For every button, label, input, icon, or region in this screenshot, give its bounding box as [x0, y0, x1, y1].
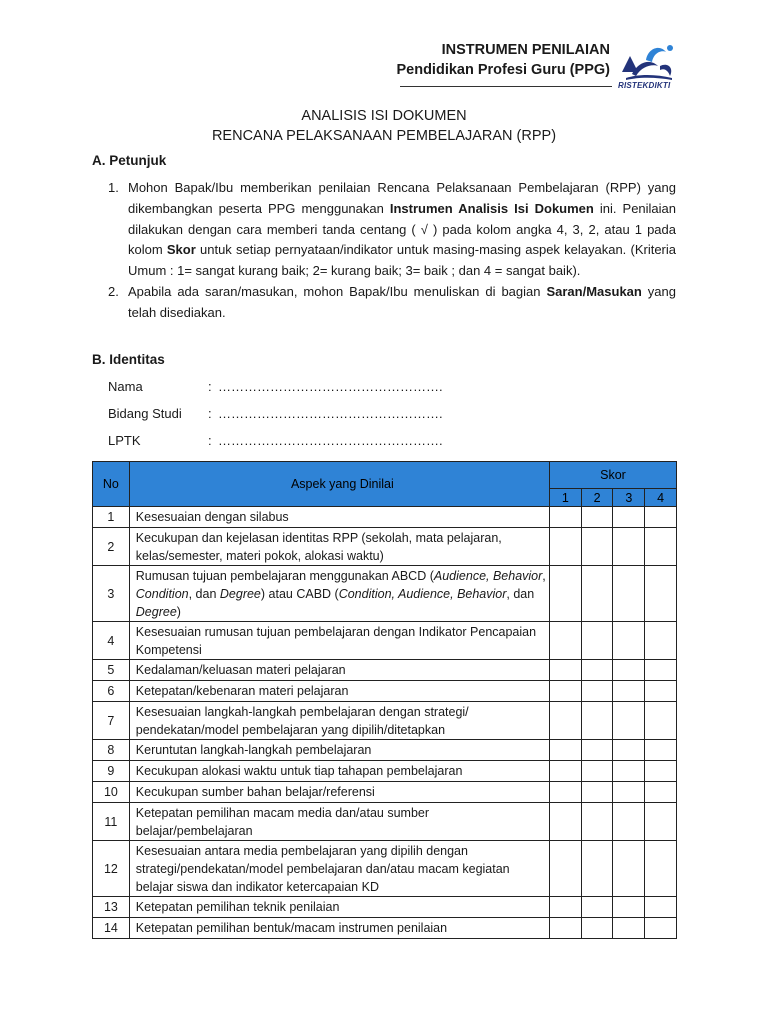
- score-cell-3[interactable]: [613, 918, 645, 939]
- score-cell-1[interactable]: [549, 897, 581, 918]
- identity-row-name: [108, 379, 443, 394]
- lptk-field[interactable]: …………………………………………….: [218, 433, 443, 448]
- table-row: [93, 681, 677, 702]
- aspect-text: Kedalaman/keluasan materi pelajaran: [129, 660, 549, 681]
- text-run: Apabila ada saran/masukan, mohon Bapak/Ibu menuliskan di bagian: [128, 283, 547, 299]
- score-cell-1[interactable]: [549, 622, 581, 660]
- subject-field[interactable]: …………………………………………….: [218, 406, 443, 421]
- score-header-2: 2: [581, 489, 613, 507]
- score-cell-3[interactable]: [613, 681, 645, 702]
- row-number: 12: [93, 841, 130, 897]
- header-divider: [400, 86, 612, 87]
- score-cell-3[interactable]: [613, 622, 645, 660]
- document-subtitle: RENCANA PELAKSANAAN PEMBELAJARAN (RPP): [211, 128, 557, 144]
- list-number: 1.: [108, 180, 119, 195]
- score-cell-1[interactable]: [549, 507, 581, 528]
- text-bold: Instrumen Analisis Isi Dokumen: [389, 200, 594, 216]
- text-run: yang telah disediakan.: [128, 283, 676, 320]
- text-italic: Degree: [219, 586, 261, 601]
- score-cell-4[interactable]: [645, 660, 677, 681]
- score-cell-4[interactable]: [645, 566, 677, 622]
- score-cell-1[interactable]: [549, 761, 581, 782]
- row-number: 9: [93, 761, 130, 782]
- text-bold: Skor: [166, 242, 196, 258]
- score-cell-3[interactable]: [613, 841, 645, 897]
- logo-text: RISTEKDIKTI: [618, 81, 671, 90]
- score-cell-2[interactable]: [581, 918, 613, 939]
- aspect-text: Ketepatan pemilihan teknik penilaian: [129, 897, 549, 918]
- text-run: untuk setiap pernyataan/indikator untuk masing-masing aspek kelayakan. (Kriteria Umum : 1= sangat kurang baik; 2= kurang baik; 3= baik ; dan 4 = sangat baik).: [128, 242, 676, 279]
- score-cell-4[interactable]: [645, 897, 677, 918]
- aspect-text: Kecukupan dan kejelasan identitas RPP (sekolah, mata pelajaran, kelas/semester, materi pokok, alokasi waktu): [129, 528, 549, 566]
- score-cell-4[interactable]: [645, 782, 677, 803]
- table-row: [93, 740, 677, 761]
- score-cell-3[interactable]: [613, 803, 645, 841]
- table-row: [93, 528, 677, 566]
- text-italic: Audience, Behavior: [433, 568, 543, 583]
- table-row: [93, 622, 677, 660]
- aspect-text: Kecukupan alokasi waktu untuk tiap tahapan pembelajaran: [129, 761, 549, 782]
- aspect-text: Ketepatan pemilihan bentuk/macam instrumen penilaian: [129, 918, 549, 939]
- score-cell-2[interactable]: [581, 528, 613, 566]
- row-number: 7: [93, 702, 130, 740]
- instruction-text: [128, 178, 676, 282]
- field-label: Bidang Studi: [108, 406, 182, 421]
- score-cell-2[interactable]: [581, 897, 613, 918]
- score-header-1: 1: [549, 489, 581, 507]
- row-number: 6: [93, 681, 130, 702]
- text-italic: Degree: [135, 604, 177, 619]
- aspect-text: Ketepatan pemilihan macam media dan/atau sumber belajar/pembelajaran: [129, 803, 549, 841]
- score-cell-4[interactable]: [645, 803, 677, 841]
- score-cell-2[interactable]: [581, 702, 613, 740]
- table-row: [93, 897, 677, 918]
- aspect-text: Kesesuaian langkah-langkah pembelajaran dengan strategi/ pendekatan/model pembelajaran yang dipilih/ditetapkan: [129, 702, 549, 740]
- header-subtitle: Pendidikan Profesi Guru (PPG): [396, 62, 610, 78]
- score-cell-1[interactable]: [549, 702, 581, 740]
- score-cell-4[interactable]: [645, 841, 677, 897]
- score-cell-1[interactable]: [549, 566, 581, 622]
- column-header-aspect: Aspek yang Dinilai: [129, 462, 549, 507]
- score-cell-4[interactable]: [645, 761, 677, 782]
- row-number: 11: [93, 803, 130, 841]
- score-cell-2[interactable]: [581, 660, 613, 681]
- score-cell-2[interactable]: [581, 681, 613, 702]
- document-header: [380, 40, 610, 80]
- row-number: 5: [93, 660, 130, 681]
- score-cell-2[interactable]: [581, 782, 613, 803]
- instruction-text: [128, 282, 676, 324]
- aspect-text: Kesesuaian dengan silabus: [129, 507, 549, 528]
- field-label: Nama: [108, 379, 143, 394]
- field-separator: :: [208, 406, 212, 421]
- score-cell-1[interactable]: [549, 681, 581, 702]
- score-cell-4[interactable]: [645, 681, 677, 702]
- score-cell-1[interactable]: [549, 803, 581, 841]
- score-cell-2[interactable]: [581, 761, 613, 782]
- row-number: 8: [93, 740, 130, 761]
- score-cell-4[interactable]: [645, 507, 677, 528]
- text-run: ) atau CABD (: [260, 586, 339, 601]
- score-cell-3[interactable]: [613, 528, 645, 566]
- aspect-text: Ketepatan/kebenaran materi pelajaran: [129, 681, 549, 702]
- section-b-heading: B. Identitas: [92, 352, 165, 367]
- score-cell-4[interactable]: [645, 622, 677, 660]
- score-cell-4[interactable]: [645, 918, 677, 939]
- table-row: [93, 660, 677, 681]
- text-italic: Condition, Audience, Behavior: [338, 586, 507, 601]
- score-cell-3[interactable]: [613, 782, 645, 803]
- table-row: [93, 803, 677, 841]
- table-row: [93, 841, 677, 897]
- table-header-row: [93, 462, 677, 489]
- score-cell-2[interactable]: [581, 841, 613, 897]
- text-run: , dan: [188, 586, 220, 601]
- text-run: ini. Penilaian dilakukan dengan cara memberi tanda centang ( √ ) pada kolom angka 4, 3, 2, atau 1 pada kolom: [128, 200, 677, 258]
- score-cell-3[interactable]: [613, 566, 645, 622]
- score-cell-1[interactable]: [549, 740, 581, 761]
- row-number: 1: [93, 507, 130, 528]
- identity-row-subject: [108, 406, 443, 421]
- score-cell-1[interactable]: [549, 918, 581, 939]
- aspect-text: Kesesuaian antara media pembelajaran yang dipilih dengan strategi/pendekatan/model pembelajaran dan/atau macam kegiatan belajar siswa dan indikator ketercapaian KD: [129, 841, 549, 897]
- score-cell-3[interactable]: [613, 702, 645, 740]
- score-cell-1[interactable]: [549, 528, 581, 566]
- score-cell-3[interactable]: [613, 507, 645, 528]
- header-title: INSTRUMEN PENILAIAN: [441, 42, 610, 58]
- score-cell-1[interactable]: [549, 660, 581, 681]
- aspect-text: Kecukupan sumber bahan belajar/referensi: [129, 782, 549, 803]
- list-item: [108, 178, 676, 282]
- score-cell-3[interactable]: [613, 660, 645, 681]
- table-row: [93, 782, 677, 803]
- row-number: 3: [93, 566, 130, 622]
- score-cell-2[interactable]: [581, 803, 613, 841]
- text-run: Mohon Bapak/Ibu memberikan penilaian Rencana Pelaksanaan Pembelajaran (RPP) yang dikembangkan peserta PPG menggunakan: [128, 180, 676, 216]
- field-separator: :: [208, 379, 212, 394]
- table-row: [93, 566, 677, 622]
- score-cell-4[interactable]: [645, 702, 677, 740]
- instructions-list: [108, 178, 676, 324]
- score-cell-3[interactable]: [613, 761, 645, 782]
- name-field[interactable]: …………………………………………….: [218, 379, 443, 394]
- score-cell-3[interactable]: [613, 897, 645, 918]
- section-a-heading: A. Petunjuk: [92, 153, 167, 168]
- aspect-text: Keruntutan langkah-langkah pembelajaran: [129, 740, 549, 761]
- score-header-4: 4: [645, 489, 677, 507]
- text-italic: Condition: [135, 586, 189, 601]
- aspect-text: [129, 566, 549, 622]
- table-row: [93, 507, 677, 528]
- text-run: , dan: [506, 586, 535, 601]
- column-header-score: Skor: [549, 462, 676, 489]
- row-number: 4: [93, 622, 130, 660]
- text-bold: Saran/Masukan: [546, 283, 642, 299]
- score-cell-1[interactable]: [549, 782, 581, 803]
- document-title: ANALISIS ISI DOKUMEN: [301, 108, 467, 124]
- row-number: 14: [93, 918, 130, 939]
- table-row: [93, 918, 677, 939]
- field-label: LPTK: [108, 433, 141, 448]
- list-number: 2.: [108, 283, 119, 299]
- row-number: 2: [93, 528, 130, 566]
- assessment-table: [92, 461, 677, 939]
- table-row: [93, 761, 677, 782]
- score-cell-2[interactable]: [581, 622, 613, 660]
- list-item: [108, 282, 676, 324]
- row-number: 13: [93, 897, 130, 918]
- score-cell-2[interactable]: [581, 507, 613, 528]
- aspect-text: Kesesuaian rumusan tujuan pembelajaran dengan Indikator Pencapaian Kompetensi: [129, 622, 549, 660]
- score-cell-4[interactable]: [645, 528, 677, 566]
- score-cell-2[interactable]: [581, 740, 613, 761]
- score-header-3: 3: [613, 489, 645, 507]
- field-separator: :: [208, 433, 212, 448]
- identity-row-lptk: [108, 433, 443, 448]
- table-row: [93, 702, 677, 740]
- score-cell-4[interactable]: [645, 740, 677, 761]
- text-run: Rumusan tujuan pembelajaran menggunakan ABCD (: [135, 568, 434, 583]
- text-run: ): [176, 604, 181, 619]
- column-header-no: No: [93, 462, 130, 507]
- score-cell-3[interactable]: [613, 740, 645, 761]
- score-cell-1[interactable]: [549, 841, 581, 897]
- score-cell-2[interactable]: [581, 566, 613, 622]
- text-run: ,: [542, 568, 546, 583]
- row-number: 10: [93, 782, 130, 803]
